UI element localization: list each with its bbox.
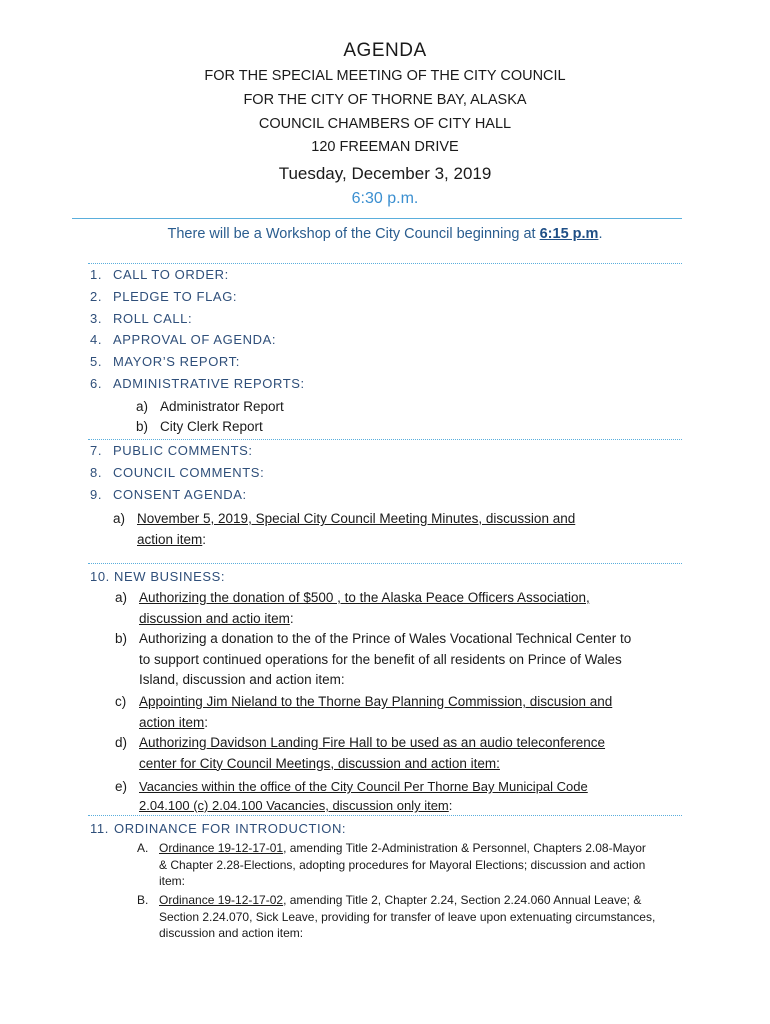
section-divider: [88, 263, 682, 264]
address: 120 FREEMAN DRIVE: [311, 139, 459, 155]
agenda-item: 5. MAYOR’S REPORT:: [90, 354, 240, 369]
meeting-time: 6:30 p.m.: [351, 190, 419, 207]
consent-item: a) November 5, 2019, Special City Council Meeting Minutes, discussion and action item:: [113, 511, 576, 547]
ordinance-item: A. Ordinance 19-12-17-01, amending Title 2-Administration & Personnel, Chapters 2.08-Mayor & Chapter 2.28-Elections, adopting procedures for Mayoral Elections; discussion and action item:: [137, 841, 646, 888]
workshop-time: 6:15 p.m: [539, 226, 599, 242]
section-divider: [88, 563, 682, 564]
agenda-item: 7. PUBLIC COMMENTS:: [90, 443, 253, 458]
workshop-notice: [0, 226, 770, 242]
new-business-item: c) Appointing Jim Nieland to the Thorne Bay Planning Commission, discusion and action item:: [115, 694, 613, 730]
meeting-date: Tuesday, December 3, 2019: [278, 164, 492, 183]
agenda-item: 3. ROLL CALL:: [90, 311, 193, 326]
new-business-item: a) Authorizing the donation of $500 , to the Alaska Peace Officers Association, discussion and actio item:: [115, 590, 590, 626]
agenda-title: AGENDA: [343, 40, 427, 61]
agenda-item: 8. COUNCIL COMMENTS:: [90, 465, 265, 480]
agenda-item: 11. ORDINANCE FOR INTRODUCTION:: [90, 821, 347, 836]
agenda-item: 9. CONSENT AGENDA:: [90, 487, 247, 502]
agenda-item: 1. CALL TO ORDER:: [90, 267, 229, 282]
agenda-item: 4. APPROVAL OF AGENDA:: [90, 332, 277, 347]
new-business-item: b) Authorizing a donation to the of the Prince of Wales Vocational Technical Center to to support continued operations for the benefit of all residents on Prince of Wales Island, discussion and action item:: [115, 631, 632, 687]
agenda-item: 10. NEW BUSINESS:: [90, 569, 226, 584]
header-divider: [72, 218, 682, 219]
workshop-text: There will be a Workshop of the City Council beginning at: [167, 226, 540, 242]
agenda-page: AGENDA FOR THE SPECIAL MEETING OF THE CITY COUNCIL FOR THE CITY OF THORNE BAY, ALASKA COUNCIL CHAMBERS OF CITY HALL 120 FREEMAN DRIVE Tuesday, December 3, 2019 6:30 p.m. There will be a Workshop of the City Council beginning at 6:15 p.m. 1. CALL TO ORDER: 2. PLEDGE TO FLAG: 3. ROLL CALL: 4. APPROVAL OF AGENDA: 5. MAYOR’S REPORT: 6. ADMINISTRATIVE REPORTS: a) Administrator Report b) City Clerk Report 7. PUBLIC COMMENTS: 8. COUNCIL COMMENTS: 9. CONSENT AGENDA: a) November 5, 2019, Special City Council Meeting Minutes, discussion and action item: 10. NEW BUSINESS: a) Authorizing the donation of $500 , to the Alaska Peace Officers Association, discussion and actio item: b) Authorizing a donation to the of the Prince of Wales Vocational Technical Center to to support continued operations for the benefit of all residents on Prince of Wales Island, discussion and action item: c) Appointing Jim Nieland to the Thorne Bay Planning Commission, discusion and action item: d) Authorizing Davidson Landing Fire Hall to be used as an audio teleconference center for City Council Meetings, discussion and action item: e) Vacancies within the office of the City Council Per Thorne Bay Municipal Code 2.04.100 (c) 2.04.100 Vacancies, discussion only item: 11. ORDINANCE FOR INTRODUCTION: A. Ordinance 19-12-17-01, amending Title 2-Administration & Personnel, Chapters 2.08-Mayor & Chapter 2.28-Elections, adopting procedures for Mayoral Elections; discussion and action item: B. Ordinance 19-12-17-02, amending Title 2, Chapter 2.24, Section 2.24.060 Annual Leave; & Section 2.24.070, Sick Leave, providing for transfer of leave upon extenuating circumstances, discussion and action item:: [0, 0, 770, 1024]
new-business-item: d) Authorizing Davidson Landing Fire Hall to be used as an audio teleconference center for City Council Meetings, discussion and action item:: [115, 735, 606, 771]
new-business-item: e) Vacancies within the office of the City Council Per Thorne Bay Municipal Code 2.04.100 (c) 2.04.100 Vacancies, discussion only item:: [115, 779, 588, 813]
ordinance-item: B. Ordinance 19-12-17-02, amending Title 2, Chapter 2.24, Section 2.24.060 Annual Leave; & Section 2.24.070, Sick Leave, providing for transfer of leave upon extenuating circumstances, discussion and action item:: [137, 893, 656, 940]
agenda-item: 6. ADMINISTRATIVE REPORTS:: [90, 376, 305, 391]
venue: COUNCIL CHAMBERS OF CITY HALL: [258, 116, 512, 132]
section-divider: [88, 815, 682, 816]
section-divider: [88, 439, 682, 440]
workshop-suffix: .: [598, 226, 603, 242]
city-name: FOR THE CITY OF THORNE BAY, ALASKA: [243, 92, 527, 108]
agenda-item: 2. PLEDGE TO FLAG:: [90, 289, 238, 304]
meeting-type: FOR THE SPECIAL MEETING OF THE CITY COUNCIL: [204, 68, 566, 84]
